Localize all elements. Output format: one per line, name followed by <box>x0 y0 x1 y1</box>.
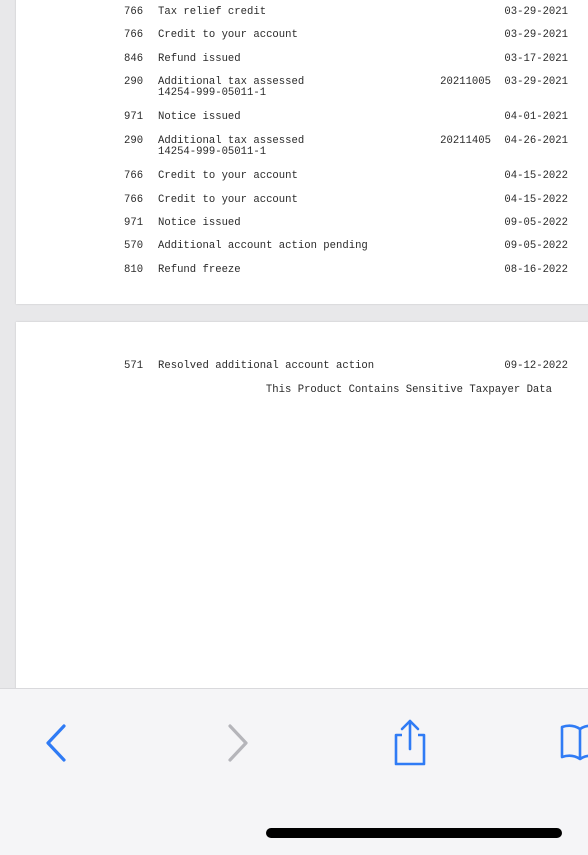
transaction-row <box>16 30 568 54</box>
transaction-code: 971 <box>124 111 144 123</box>
transaction-row <box>16 361 568 385</box>
forward-button[interactable] <box>212 719 260 767</box>
transaction-description-text: Notice issued <box>158 217 241 229</box>
bookmarks-button[interactable] <box>556 719 588 767</box>
transaction-description <box>158 265 418 276</box>
home-indicator[interactable] <box>266 828 562 838</box>
pdf-page-2 <box>16 322 588 688</box>
transaction-code: 766 <box>124 194 144 206</box>
transaction-description <box>158 361 418 372</box>
transaction-cycle: 20211005 <box>440 76 491 88</box>
transaction-code: 290 <box>124 76 144 88</box>
share-icon <box>388 718 432 768</box>
transaction-row <box>16 136 568 160</box>
transaction-description <box>158 77 418 99</box>
transaction-reference: 14254-999-05011-1 <box>158 87 267 99</box>
browser-toolbar <box>0 688 588 855</box>
transaction-description-text: Additional account action pending <box>158 240 368 252</box>
transaction-date: 03-29-2021 <box>504 76 568 88</box>
transaction-code: 766 <box>124 29 144 41</box>
transaction-date: 09-12-2022 <box>504 360 568 372</box>
transaction-code: 971 <box>124 217 144 229</box>
transaction-row <box>16 195 568 219</box>
transaction-description-text: Refund issued <box>158 53 241 65</box>
sensitive-data-notice: This Product Contains Sensitive Taxpayer Data <box>265 384 552 396</box>
transaction-row <box>16 265 568 289</box>
transaction-description-text: Credit to your account <box>158 29 298 41</box>
transaction-code: 290 <box>124 135 144 147</box>
chevron-left-icon <box>44 723 72 763</box>
transaction-row <box>16 54 568 78</box>
transaction-reference: 14254-999-05011-1 <box>158 146 267 158</box>
chevron-right-icon <box>222 723 250 763</box>
transaction-code: 766 <box>124 170 144 182</box>
transaction-date: 03-29-2021 <box>504 6 568 18</box>
pdf-page-1 <box>16 0 588 304</box>
share-button[interactable] <box>386 719 434 767</box>
transaction-date: 09-05-2022 <box>504 217 568 229</box>
transaction-description <box>158 7 418 18</box>
transaction-description-text: Additional tax assessed <box>158 135 305 147</box>
transaction-date: 03-17-2021 <box>504 53 568 65</box>
transaction-description <box>158 30 418 41</box>
transaction-date: 08-16-2022 <box>504 264 568 276</box>
transaction-description-text: Additional tax assessed <box>158 76 305 88</box>
back-button[interactable] <box>34 719 82 767</box>
transaction-description <box>158 171 418 182</box>
transaction-code: 846 <box>124 53 144 65</box>
transaction-code: 766 <box>124 6 144 18</box>
book-icon <box>556 721 588 765</box>
transaction-date: 04-15-2022 <box>504 194 568 206</box>
transaction-description <box>158 241 418 252</box>
transaction-description <box>158 136 418 158</box>
transaction-description <box>158 195 418 206</box>
transaction-row <box>16 171 568 195</box>
transaction-date: 03-29-2021 <box>504 29 568 41</box>
transaction-description-text: Refund freeze <box>158 264 241 276</box>
transaction-cycle: 20211405 <box>440 135 491 147</box>
transaction-date: 04-01-2021 <box>504 111 568 123</box>
transaction-description-text: Resolved additional account action <box>158 360 375 372</box>
transaction-description-text: Tax relief credit <box>158 6 267 18</box>
transaction-row <box>16 241 568 265</box>
transaction-code: 571 <box>124 360 144 372</box>
transaction-date: 09-05-2022 <box>504 240 568 252</box>
transaction-description <box>158 218 418 229</box>
transaction-description-text: Credit to your account <box>158 194 298 206</box>
transaction-row <box>16 7 568 31</box>
transaction-row <box>16 112 568 136</box>
transaction-description <box>158 54 418 65</box>
transaction-date: 04-26-2021 <box>504 135 568 147</box>
transaction-description-text: Notice issued <box>158 111 241 123</box>
transaction-row <box>16 77 568 101</box>
transaction-code: 810 <box>124 264 144 276</box>
transaction-description-text: Credit to your account <box>158 170 298 182</box>
transaction-row <box>16 218 568 242</box>
transaction-code: 570 <box>124 240 144 252</box>
transaction-date: 04-15-2022 <box>504 170 568 182</box>
transaction-description <box>158 112 418 123</box>
